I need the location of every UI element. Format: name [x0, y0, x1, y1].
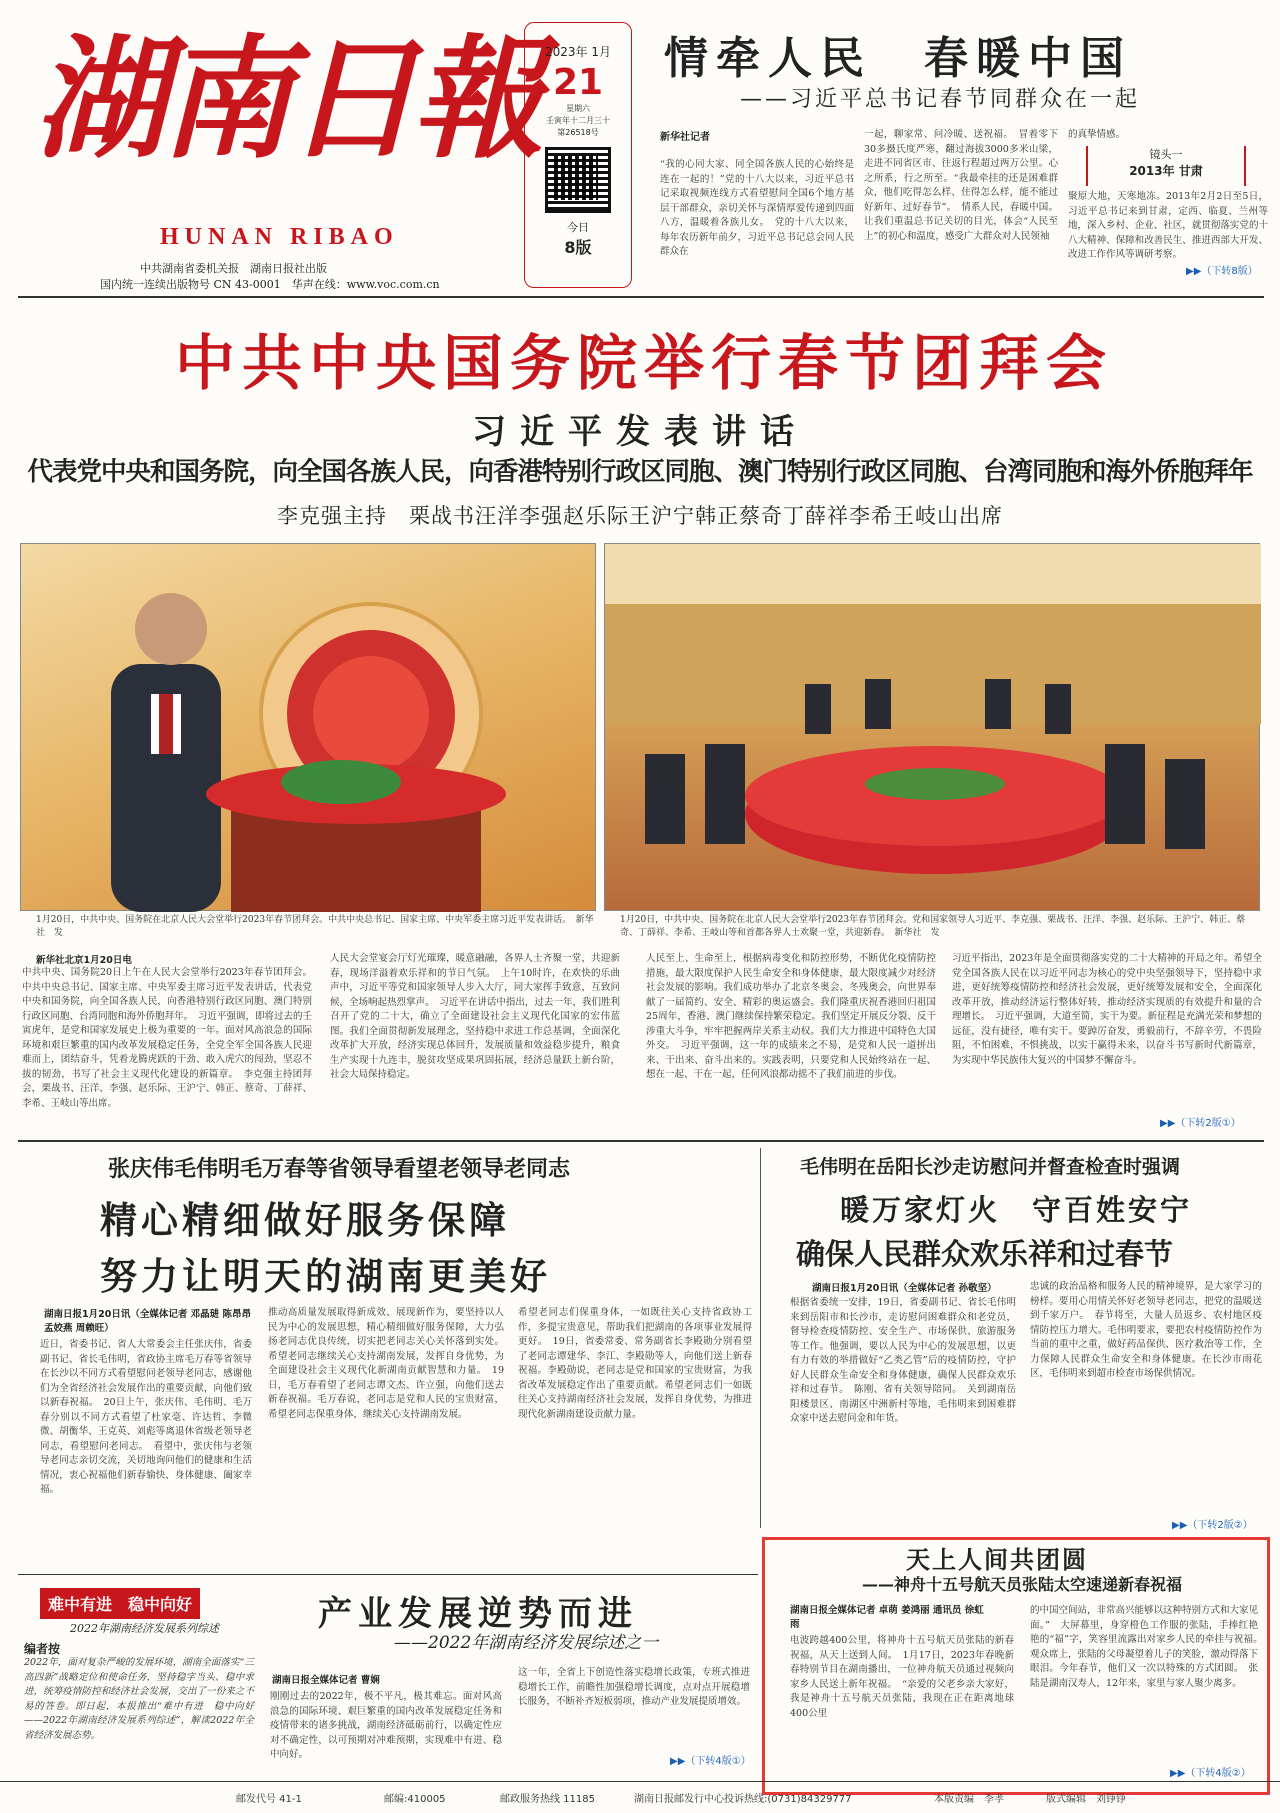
- photo-left-illustration: [21, 544, 597, 912]
- econ-story-more-link[interactable]: ▶▶（下转4版①）: [670, 1756, 751, 1767]
- date-weekday: 星期六: [566, 104, 590, 113]
- date-day: 21: [552, 62, 604, 103]
- page-count: 8版: [564, 238, 592, 257]
- footer-layout-editor: 版式编辑 刘铮铮: [1046, 1794, 1126, 1805]
- editor-note-text: 2022年，面对复杂严峻的发展环境，湖南全面落实“三高四新”战略定位和使命任务，坚持稳字当头、稳中求进，统筹疫情防控和经济社会发展，交出了一份来之不易的答卷。即日起，本报推出“难中有进 稳中向好——2022年湖南经济发展系列综述”，解读2022年全省经济发展态势。: [24, 1657, 254, 1741]
- editor-note-label: 编者按: [24, 1642, 61, 1656]
- econ-story-byline: 湖南日报全媒体记者 曹娴: [272, 1675, 380, 1686]
- article-more-link[interactable]: ▶▶（下转2版①）: [1160, 1118, 1241, 1129]
- top-story-byline: 新华社记者: [660, 132, 710, 143]
- footer-hotline: 邮政服务热线 11185: [500, 1794, 595, 1805]
- main-attendees: 李克强主持 栗战书汪洋李强赵乐际王沪宁韩正蔡奇丁薛祥李希王岐山出席: [277, 504, 1003, 528]
- footer-zip: 邮编:410005: [384, 1794, 446, 1805]
- mid-story-kicker: 毛伟明在岳阳长沙走访慰问并督查检查时强调: [800, 1156, 1181, 1178]
- divider: [18, 1140, 1264, 1142]
- top-story-col3: 的真挚情感。: [1068, 129, 1126, 140]
- space-story-col1: 电波跨越400公里，将神舟十五号航天员张陆的新春祝福，从天上送到人间。 1月17日，2023年春晚新春特别节目在湖南播出，一位神舟航天员通过视频向家乡人民送上新年祝福。 “亲爱的父老乡亲大家好，我是神舟十五号航天员张陆，我现在正在距离地球400公里: [790, 1635, 1014, 1719]
- top-story-title: 情牵人民 春暖中国: [664, 33, 1132, 84]
- article-col3: 人民至上、生命至上，根据病毒变化和防控形势，不断优化疫情防控措施，最大限度保护人民生命安全和身体健康，最大限度减少对经济社会发展的影响。我们成功举办了北京冬奥会、冬残奥会，向世界奉献了一届简约、安全、精彩的奥运盛会。我们隆重庆祝香港回归祖国25周年，香港、澳门继续保持繁荣稳定。我们坚定开展反分裂、反干涉重大斗争，牢牢把握两岸关系主动权。我们大力推进中国特色大国外交。 习近平强调，这一年的成绩来之不易，是党和人民一道拼出来、干出来、奋斗出来的。实践表明，只要党和人民始终站在一起、想在一起、干在一起，任何风浪都动摇不了我们前进的步伐。: [646, 953, 936, 1080]
- top-story-box-text: 2013年 甘肃: [1129, 164, 1203, 178]
- space-story-subtitle: ——神舟十五号航天员张陆太空速递新春祝福: [862, 1575, 1183, 1594]
- date-box: [524, 22, 632, 288]
- top-story-col2: 一起，聊家常、问冷暖、送祝福。 冒着零下30多摄氏度严寒，翻过海拔3000多米山梁，走进不同省区市、往返行程超过两万公里。心之所系，行之所至。“我最牵挂的还是困难群众，他们吃得怎么样、住得怎么样，能不能过好新年、过好春节”。 情系人民，春暖中国。让我们重温总书记关切的目光，体会“人民至上”的初心和温度，感受广大群众对人民领袖: [864, 129, 1058, 242]
- article-col4: 习近平指出，2023年是全面贯彻落实党的二十大精神的开局之年。希望全党全国各族人民在以习近平同志为核心的党中央坚强领导下，坚持稳中求进，更好统筹疫情防控和经济社会发展，更好统筹发展和安全，全面深化改革开放，推动经济运行整体好转，推动经济实现质的有效提升和量的合理增长。 习近平强调，大道至简，实干为要。新征程是充满光荣和梦想的远征，没有捷径，唯有实干。要踔厉奋发，勇毅前行，不辞辛劳，不畏险阻，不怕困难，不惧挑战，以实干赢得未来，以奋斗书写新时代新篇章，为实现中华民族伟大复兴的中国梦不懈奋斗。: [952, 953, 1262, 1066]
- mid-story-byline: 湖南日报1月20日讯（全媒体记者 孙敬坚）: [812, 1283, 997, 1294]
- econ-story-title: 产业发展逆势而进: [318, 1594, 638, 1634]
- article-lead: 新华社北京1月20日电: [36, 955, 132, 966]
- photo-right-caption: 1月20日，中共中央、国务院在北京人民大会堂举行2023年春节团拜会。党和国家领导人习近平、李克强、栗战书、汪洋、李强、赵乐际、王沪宁、韩正、蔡奇、丁薛祥、李希、王岐山等和首都各界人士欢聚一堂，共迎新春。 新华社 发: [620, 915, 1246, 938]
- top-story-subtitle: ——习近平总书记春节同群众在一起: [740, 87, 1141, 112]
- masthead-publisher: 中共湖南省委机关报 湖南日报社出版: [140, 262, 327, 275]
- masthead-registration: 国内统一连续出版物号 CN 43-0001 华声在线：www.voc.com.cn: [100, 278, 440, 291]
- main-deck: 代表党中央和国务院，向全国各族人民，向香港特别行政区同胞、澳门特别行政区同胞、台湾同胞和海外侨胞拜年: [27, 457, 1253, 487]
- main-headline: 中共中央国务院举行春节团拜会: [175, 329, 1113, 399]
- space-story-more-link[interactable]: ▶▶（下转4版②）: [1170, 1768, 1251, 1779]
- top-story-box-label: 镜头一: [1149, 148, 1183, 161]
- econ-story-col2: 这一年，全省上下创造性落实稳增长政策，专班式推进稳增长工作，前瞻性加强稳增长调度，点对点开展稳增长服务，不断补齐短板弱项，推动产业发展提质增效。: [518, 1667, 750, 1707]
- top-story-box: [1086, 146, 1246, 186]
- main-subhead: 习近平发表讲话: [472, 412, 808, 452]
- series-badge-sub: 2022年湖南经济发展系列综述: [70, 1622, 219, 1635]
- left-story-title2: 努力让明天的湖南更美好: [100, 1255, 551, 1298]
- mid-story-col2: 忠诚的政治品格和服务人民的精神境界，是大家学习的榜样。要用心用情关怀好老领导老同志，把党的温暖送到千家万户。 春节将至，大量人员返乡、农村地区疫情防控压力增大。毛伟明要求，要把农村疫情防控作为当前的重中之重，做好药品保供、医疗救治等工作，全力保障人民群众生命安全和身体健康。在长沙市雨花区，毛伟明来到超市检查市场保供情况。: [1030, 1281, 1262, 1379]
- space-story-col2: 的中国空间站，非常高兴能够以这种特别方式和大家见面。” 大屏幕里，身穿橙色工作服的张陆，手捧红艳艳的“福”字，笑容里流露出对家乡人民的牵挂与祝福。 观众席上，张陆的父母凝望着儿子的笑脸，激动得落下眼泪。今年春节，他们又一次以特殊的方式团圆。 张陆是湖南汉寿人，12年来，家里与家人聚少离多。: [1030, 1605, 1268, 1689]
- mid-story-title2: 确保人民群众欢乐祥和过春节: [796, 1237, 1174, 1271]
- footer-postal-code: 邮发代号 41-1: [236, 1794, 302, 1805]
- qr-code-icon[interactable]: [545, 147, 611, 213]
- masthead-logo: 湖南日報: [34, 22, 538, 177]
- mid-story-col1: 根据省委统一安排，19日，省委副书记、省长毛伟明来到岳阳市和长沙市，走访慰问困难群众和老党员，督导检查疫情防控、安全生产、市场保供、旅游服务等工作。他强调，要以人民为中心的发展思想，以更有力有效的举措做好“乙类乙管”后的疫情防控，守护好人民群众生命安全和身体健康，确保人民群众欢乐祥和过春节。 陈刚、省有关领导陪同。 关到湖南岳阳楼景区、南湖区中洲新村等地，毛伟明来到困难群众家中送去慰问金和年货。: [790, 1297, 1016, 1424]
- date-year-month: 2023年 1月: [545, 45, 611, 59]
- divider: [18, 1574, 758, 1575]
- photo-right[interactable]: [604, 543, 1260, 911]
- mid-story-title1: 暖万家灯火 守百姓安宁: [840, 1193, 1193, 1227]
- masthead-logo-en: HUNAN RIBAO: [160, 224, 399, 250]
- space-story-title: 天上人间共团圆: [906, 1546, 1088, 1574]
- article-col1: 中共中央、国务院20日上午在人民大会堂举行2023年春节团拜会。中共中央总书记、国家主席、中央军委主席习近平发表讲话，代表党中央和国务院，向全国各族人民，向香港特别行政区同胞、澳门特别行政区同胞、台湾同胞和海外侨胞拜年。 习近平强调，即将过去的壬寅虎年，是党和国家发展史上极为重要的一年。面对风高浪急的国际环境和艰巨繁重的国内改革发展稳定任务，全党全军全国各族人民迎难而上，团结奋斗，凭着龙腾虎跃的干劲、敢入虎穴的闯劲，坚忍不拔的韧劲，书写了社会主义现代化建设的新篇章。 李克强主持团拜会，栗战书、汪洋、李强、赵乐际、王沪宁、韩正、蔡奇、丁薛祥、李希、王岐山等出席。: [22, 967, 312, 1109]
- today-label: 今日: [567, 221, 589, 234]
- divider: [18, 296, 1264, 298]
- left-story-kicker: 张庆伟毛伟明毛万春等省领导看望老领导老同志: [108, 1157, 571, 1182]
- photo-right-illustration: [605, 544, 1261, 912]
- left-story-byline: 湖南日报1月20日讯（全媒体记者 邓晶琎 陈昂昂 孟姣燕 周赖旺）: [44, 1309, 251, 1334]
- left-story-col3: 希望老同志们保重身体，一如既往关心支持省政协工作，多提宝贵意见，帮助我们把湖南的各项事业发展得更好。 19日，省委常委、常务副省长李殿勋分别看望了老同志谭建华、李江、李殿勋等人，向他们送上新春祝福。李殿勋说，老同志是党和国家的宝贵财富，为我省改革发展稳定作出了重要贡献。希望老同志们一如既往关心支持湖南经济社会发展，发挥自身优势，为推进现代化新湖南建设贡献力量。: [518, 1307, 752, 1420]
- footer: [0, 1781, 1280, 1813]
- left-story-col2: 推动高质量发展取得新成效、展现新作为，要坚持以人民为中心的发展思想，精心精细做好服务保障，大力弘扬老同志优良传统，切实把老同志关心关怀落到实处。希望老同志继续关心支持湖南发展，发挥自身优势，为全面建设社会主义现代化新湖南贡献智慧和力量。 19日，毛万春看望了老同志谭文杰、许立强，向他们送去新春祝福。毛万春说，老同志是党和人民的宝贵财富，希望老同志保重身体，继续关心支持湖南发展。: [268, 1307, 504, 1420]
- top-story-more-link[interactable]: ▶▶（下转8版）: [1186, 266, 1258, 277]
- date-lunar: 壬寅年十二月三十: [546, 116, 610, 125]
- series-badge: 难中有进 稳中向好: [40, 1588, 200, 1619]
- space-story-byline: 湖南日报全媒体记者 卓萌 姜鸿丽 通讯员 徐虹雨: [790, 1605, 984, 1630]
- left-story-title1: 精心精细做好服务保障: [100, 1199, 510, 1242]
- footer-editor: 本版责编 李孝: [934, 1794, 1004, 1805]
- top-story-col3b: 聚原大地，天寒地冻。2013年2月2日至5日，习近平总书记来到甘肃，定西、临夏、兰州等地，深入乡村、企业、社区，就贯彻落实党的十八大精神、保障和改善民生、推进西部大开发、改进工作作风等调研考察。: [1068, 191, 1268, 260]
- photo-left[interactable]: [20, 543, 596, 911]
- left-story-col1: 近日，省委书记、省人大常委会主任张庆伟，省委副书记、省长毛伟明，省政协主席毛万春等省领导在长沙以不同方式看望慰问老领导老同志，感谢他们为全省经济社会发展作出的重要贡献，向他们致以新春祝福。 20日上午，张庆伟、毛伟明、毛万春分别以不同方式看望了杜家毫、许达哲、李微微、胡衡华、王克英、刘彪等离退休省级老领导老同志，看望慰问老同志。 看望中，张庆伟与老领导老同志亲切交流，关切地询问他们的健康和生活情况，衷心祝福他们新春愉快、身体健康、阖家幸福。: [40, 1339, 252, 1495]
- article-col2: 人民大会堂宴会厅灯光璀璨，暖意融融，各界人士齐聚一堂，共迎新春，现场洋溢着欢乐祥和的节日气氛。 上午10时许，在欢快的乐曲声中，习近平等党和国家领导人步入大厅，同大家挥手致意，互致问候，全场响起热烈掌声。 习近平在讲话中指出，过去一年，我们胜利召开了党的二十大，确立了全面建设社会主义现代化国家的宏伟蓝图。我们全面贯彻新发展理念，坚持稳中求进工作总基调，全面深化改革扩大开放，经济实现总体回升，发展质量和效益稳步提升，粮食生产实现十九连丰，脱贫攻坚成果巩固拓展，经济总量跃上新台阶，社会大局保持稳定。: [330, 953, 620, 1080]
- econ-story-subtitle: ——2022年湖南经济发展综述之一: [394, 1633, 659, 1653]
- mid-story-more-link[interactable]: ▶▶（下转2版②）: [1172, 1520, 1253, 1531]
- divider-vertical: [760, 1148, 761, 1528]
- econ-story-col1: 刚刚过去的2022年，极不平凡，极其难忘。面对风高浪急的国际环境、艰巨繁重的国内改革发展稳定任务和疫情带来的诸多挑战，湖南经济砥砺前行，以确定性应对不确定性，以可预期对冲难预期，实现难中有进、稳中向好。: [270, 1691, 502, 1760]
- footer-complaint: 湖南日报邮发行中心投诉热线:(0731)84329777: [634, 1794, 852, 1805]
- date-issue: 第26518号: [557, 128, 599, 137]
- photo-left-caption: 1月20日，中共中央、国务院在北京人民大会堂举行2023年春节团拜会。中共中央总书记、国家主席、中央军委主席习近平发表讲话。 新华社 发: [36, 915, 594, 938]
- top-story-col1: “我的心同大家、同全国各族人民的心始终是连在一起的！”党的十八大以来，习近平总书记采取视频连线方式看望慰问全国6个地方基层干部群众，亲切关怀与深情厚爱传递到四面八方，温暖着各族儿女。 党的十八大以来，每年农历新年前夕，习近平总书记总会同人民群众在: [660, 159, 854, 257]
